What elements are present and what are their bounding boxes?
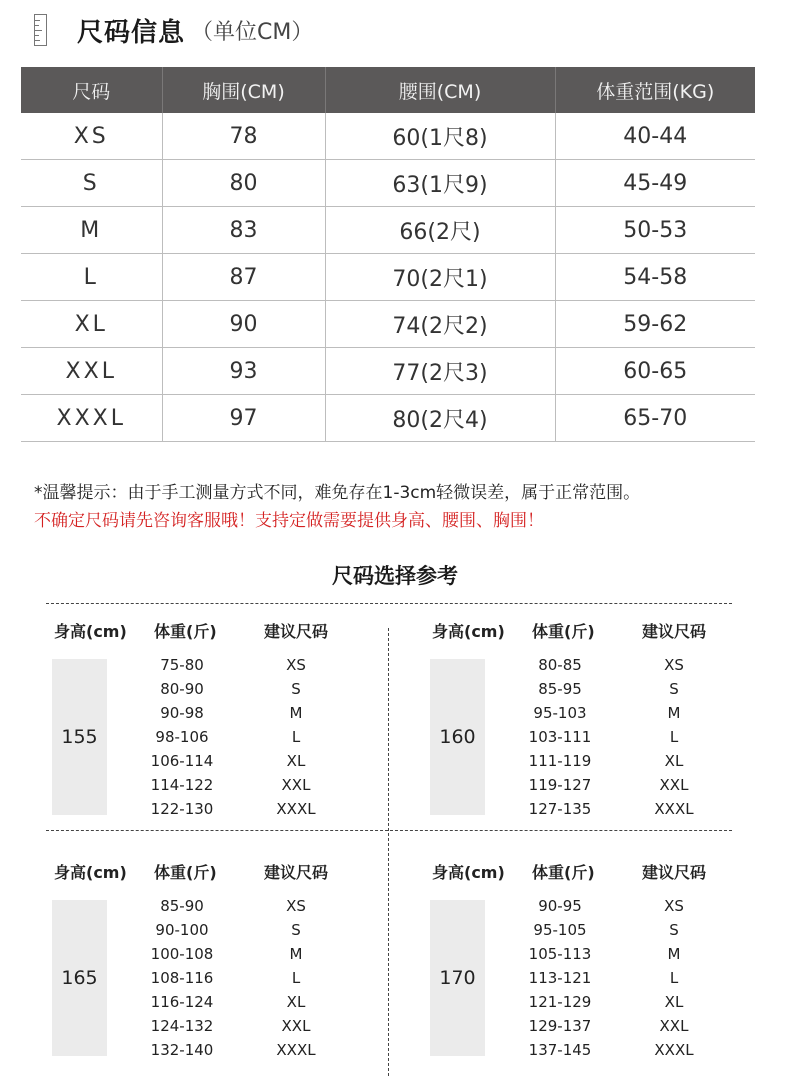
weight-range: 95-105 — [533, 921, 587, 939]
weight-range: 90-100 — [155, 921, 209, 939]
reference-block-165 — [54, 860, 384, 1065]
list-item — [432, 677, 762, 701]
list-item — [54, 797, 384, 821]
list-item — [54, 966, 384, 990]
table-cell: 65-70 — [555, 395, 755, 442]
table-cell: 80 — [162, 160, 325, 207]
table-cell: 40-44 — [555, 113, 755, 160]
table-row — [21, 160, 755, 207]
suggested-size: M — [289, 945, 303, 963]
page-subtitle: （单位CM） — [191, 19, 314, 45]
weight-range: 137-145 — [528, 1041, 592, 1059]
list-item — [54, 1038, 384, 1062]
list-item — [54, 1014, 384, 1038]
height-value: 160 — [430, 659, 485, 815]
table-cell: 45-49 — [555, 160, 755, 207]
suggested-size: XS — [286, 897, 306, 915]
list-item — [54, 773, 384, 797]
page-title: 尺码信息 — [77, 17, 186, 48]
table-cell: 59-62 — [555, 301, 755, 348]
measurement-tip: *温馨提示：由于手工测量方式不同，难免存在1-3cm轻微误差，属于正常范围。 — [34, 483, 641, 503]
suggested-size: S — [291, 680, 301, 698]
suggested-size: XS — [664, 897, 684, 915]
weight-range: 95-103 — [533, 704, 587, 722]
table-cell: XS — [21, 113, 162, 160]
suggested-size: M — [289, 704, 303, 722]
weight-range: 98-106 — [155, 728, 209, 746]
divider-top — [46, 603, 732, 604]
weight-range: 119-127 — [528, 776, 592, 794]
list-item — [432, 773, 762, 797]
suggested-size: XXL — [281, 1017, 311, 1035]
table-cell: S — [21, 160, 162, 207]
list-item — [432, 749, 762, 773]
table-cell: 83 — [162, 207, 325, 254]
column-header: 尺码 — [21, 67, 162, 113]
weight-range: 85-95 — [538, 680, 582, 698]
list-item — [432, 1038, 762, 1062]
suggested-size: L — [291, 728, 301, 746]
reference-column-header: 体重(斤) — [154, 622, 217, 641]
ruler-icon — [34, 14, 47, 46]
reference-column-header: 建议尺码 — [642, 863, 707, 882]
suggested-size: L — [669, 728, 679, 746]
list-item — [432, 918, 762, 942]
table-cell: 93 — [162, 348, 325, 395]
table-cell: 97 — [162, 395, 325, 442]
table-row — [21, 395, 755, 442]
divider-middle — [46, 830, 732, 831]
weight-range: 103-111 — [528, 728, 592, 746]
suggested-size: XXXL — [654, 1041, 694, 1059]
reference-column-header: 建议尺码 — [264, 863, 329, 882]
suggested-size: XS — [664, 656, 684, 674]
suggested-size: XXXL — [276, 1041, 316, 1059]
custom-order-notice: 不确定尺码请先咨询客服哦！支持定做需要提供身高、腰围、胸围！ — [34, 511, 544, 531]
table-cell: M — [21, 207, 162, 254]
table-cell: XXL — [21, 348, 162, 395]
list-item — [432, 966, 762, 990]
suggested-size: XS — [286, 656, 306, 674]
table-cell: XL — [21, 301, 162, 348]
suggested-size: S — [669, 921, 679, 939]
column-header: 腰围(CM) — [325, 67, 555, 113]
suggested-size: M — [667, 704, 681, 722]
list-item — [432, 942, 762, 966]
suggested-size: M — [667, 945, 681, 963]
weight-range: 124-132 — [150, 1017, 214, 1035]
reference-column-header: 身高(cm) — [432, 622, 505, 641]
list-item — [432, 990, 762, 1014]
table-cell: XXXL — [21, 395, 162, 442]
list-item — [432, 725, 762, 749]
table-cell: 74(2尺2) — [325, 301, 555, 348]
page-header — [34, 10, 313, 50]
height-value: 170 — [430, 900, 485, 1056]
list-item — [54, 990, 384, 1014]
weight-range: 129-137 — [528, 1017, 592, 1035]
list-item — [54, 942, 384, 966]
weight-range: 132-140 — [150, 1041, 214, 1059]
weight-range: 113-121 — [528, 969, 592, 987]
table-cell: 63(1尺9) — [325, 160, 555, 207]
table-cell: 90 — [162, 301, 325, 348]
list-item — [54, 749, 384, 773]
table-header-row — [21, 67, 755, 113]
weight-range: 108-116 — [150, 969, 214, 987]
weight-range: 105-113 — [528, 945, 592, 963]
list-item — [432, 701, 762, 725]
table-cell: 50-53 — [555, 207, 755, 254]
weight-range: 106-114 — [150, 752, 214, 770]
table-cell: 80(2尺4) — [325, 395, 555, 442]
weight-range: 114-122 — [150, 776, 214, 794]
reference-title: 尺码选择参考 — [332, 564, 458, 588]
reference-column-header: 建议尺码 — [264, 622, 329, 641]
weight-range: 75-80 — [160, 656, 204, 674]
weight-range: 85-90 — [160, 897, 204, 915]
list-item — [54, 653, 384, 677]
table-cell: 54-58 — [555, 254, 755, 301]
reference-column-header: 体重(斤) — [532, 622, 595, 641]
reference-column-header: 体重(斤) — [532, 863, 595, 882]
table-cell: 78 — [162, 113, 325, 160]
suggested-size: L — [291, 969, 301, 987]
table-row — [21, 348, 755, 395]
reference-column-header: 身高(cm) — [54, 622, 127, 641]
suggested-size: XXL — [281, 776, 311, 794]
suggested-size: XXL — [659, 776, 689, 794]
table-row — [21, 113, 755, 160]
table-cell: 70(2尺1) — [325, 254, 555, 301]
list-item — [432, 797, 762, 821]
list-item — [54, 894, 384, 918]
suggested-size: XXXL — [654, 800, 694, 818]
suggested-size: XL — [664, 993, 684, 1011]
weight-range: 116-124 — [150, 993, 214, 1011]
table-row — [21, 301, 755, 348]
reference-column-header: 建议尺码 — [642, 622, 707, 641]
suggested-size: XXXL — [276, 800, 316, 818]
list-item — [432, 653, 762, 677]
weight-range: 121-129 — [528, 993, 592, 1011]
weight-range: 90-95 — [538, 897, 582, 915]
weight-range: 127-135 — [528, 800, 592, 818]
table-cell: 87 — [162, 254, 325, 301]
suggested-size: S — [291, 921, 301, 939]
height-value: 155 — [52, 659, 107, 815]
list-item — [432, 1014, 762, 1038]
reference-block-170 — [432, 860, 762, 1065]
table-cell: L — [21, 254, 162, 301]
suggested-size: XL — [286, 993, 306, 1011]
column-header: 体重范围(KG) — [555, 67, 755, 113]
list-item — [54, 918, 384, 942]
table-cell: 60-65 — [555, 348, 755, 395]
table-row — [21, 254, 755, 301]
table-cell: 66(2尺) — [325, 207, 555, 254]
suggested-size: XL — [664, 752, 684, 770]
weight-range: 100-108 — [150, 945, 214, 963]
list-item — [54, 725, 384, 749]
weight-range: 90-98 — [160, 704, 204, 722]
column-header: 胸围(CM) — [162, 67, 325, 113]
divider-vertical — [388, 628, 389, 1076]
reference-column-header: 身高(cm) — [54, 863, 127, 882]
reference-column-header: 身高(cm) — [432, 863, 505, 882]
weight-range: 80-90 — [160, 680, 204, 698]
list-item — [432, 894, 762, 918]
size-table — [21, 67, 755, 442]
table-cell: 60(1尺8) — [325, 113, 555, 160]
reference-column-header: 体重(斤) — [154, 863, 217, 882]
table-cell: 77(2尺3) — [325, 348, 555, 395]
suggested-size: XXL — [659, 1017, 689, 1035]
table-row — [21, 207, 755, 254]
list-item — [54, 677, 384, 701]
suggested-size: S — [669, 680, 679, 698]
suggested-size: L — [669, 969, 679, 987]
weight-range: 122-130 — [150, 800, 214, 818]
reference-block-160 — [432, 619, 762, 824]
list-item — [54, 701, 384, 725]
reference-block-155 — [54, 619, 384, 824]
suggested-size: XL — [286, 752, 306, 770]
height-value: 165 — [52, 900, 107, 1056]
weight-range: 111-119 — [528, 752, 592, 770]
weight-range: 80-85 — [538, 656, 582, 674]
